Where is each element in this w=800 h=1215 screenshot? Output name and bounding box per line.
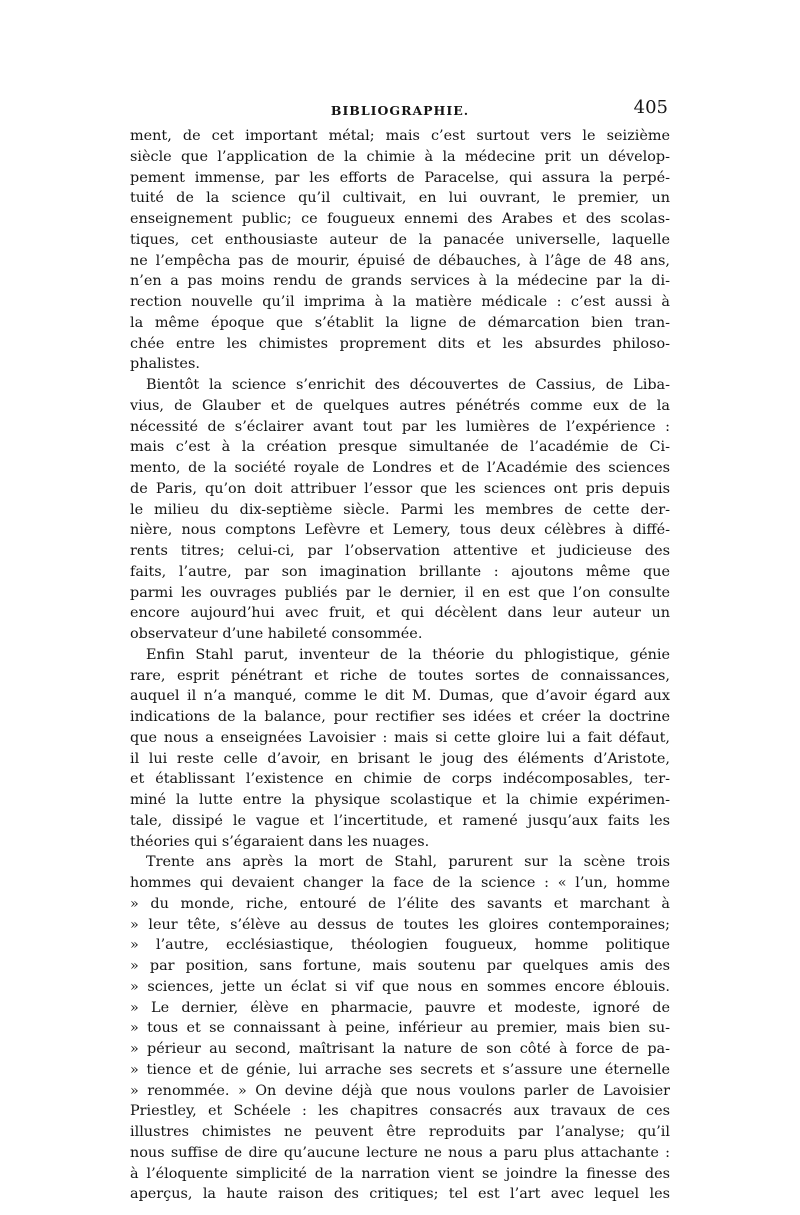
text-line: la même époque que s’établit la ligne de démarcation bien tran- bbox=[130, 314, 670, 331]
text-line: » Le dernier, élève en pharmacie, pauvre et modeste, ignoré de bbox=[130, 999, 670, 1016]
text-line: » tous et se connaissant à peine, inférieur au premier, mais bien su- bbox=[130, 1020, 670, 1037]
text-line: parmi les ouvrages publiés par le dernier, il en est que l’on consulte bbox=[130, 584, 670, 601]
text-line: faits, l’autre, par son imagination brillante : ajoutons même que bbox=[130, 563, 670, 580]
text-line: tale, dissipé le vague et l’incertitude, et ramené jusqu’aux faits les bbox=[130, 812, 670, 829]
text-line: indications de la balance, pour rectifier ses idées et créer la doctrine bbox=[130, 709, 670, 725]
text-line: aperçus, la haute raison des critiques; tel est l’art avec lequel les bbox=[130, 1186, 670, 1203]
text-line: pement immense, par les efforts de Paracelse, qui assura la perpé- bbox=[130, 169, 670, 186]
text-line: auquel il n’a manqué, comme le dit M. Dumas, que d’avoir égard aux bbox=[130, 688, 670, 705]
text-line: » leur tête, s’élève au dessus de toutes les gloires contemporaines; bbox=[130, 916, 670, 933]
text-line: chée entre les chimistes proprement dits et les absurdes philoso- bbox=[130, 335, 670, 352]
text-line: nière, nous comptons Lefèvre et Lemery, tous deux célèbres à diffé- bbox=[130, 522, 670, 539]
text-line: illustres chimistes ne peuvent être reproduits par l’analyse; qu’il bbox=[130, 1124, 670, 1140]
page-number: 405 bbox=[633, 97, 668, 118]
text-line: encore aujourd’hui avec fruit, et qui décèlent dans leur auteur un bbox=[130, 605, 670, 622]
text-line: nécessité de s’éclairer avant tout par les lumières de l’expérience : bbox=[130, 418, 670, 435]
text-line: vius, de Glauber et de quelques autres pénétrés comme eux de la bbox=[130, 397, 670, 414]
text-line: » par position, sans fortune, mais soutenu par quelques amis des bbox=[130, 958, 670, 974]
text-line: observateur d’une habileté consommée. bbox=[130, 626, 423, 642]
book-page bbox=[130, 97, 670, 1205]
text-line: de Paris, qu’on doit attribuer l’essor que les sciences ont pris depuis bbox=[130, 480, 670, 497]
text-line: mento, de la société royale de Londres et de l’Académie des sciences bbox=[130, 460, 670, 476]
text-line: ne l’empêcha pas de mourir, épuisé de débauches, à l’âge de 48 ans, bbox=[130, 252, 670, 269]
text-line: le milieu du dix-septième siècle. Parmi les membres de cette der- bbox=[130, 501, 670, 518]
text-line: il lui reste celle d’avoir, en brisant le joug des éléments d’Aristote, bbox=[130, 750, 670, 767]
text-line: mais c’est à la création presque simultanée de l’académie de Ci- bbox=[130, 439, 670, 456]
text-line: rare, esprit pénétrant et riche de toutes sortes de connaissances, bbox=[130, 667, 670, 684]
text-line: théories qui s’égaraient dans les nuages. bbox=[130, 833, 430, 850]
text-line: enseignement public; ce fougueux ennemi des Arabes et des scolas- bbox=[130, 211, 670, 227]
text-line: tuité de la science qu’il cultivait, en lui ouvrant, le premier, un bbox=[130, 190, 670, 207]
text-line: Enfin Stahl parut, inventeur de la théorie du phlogistique, génie bbox=[146, 646, 670, 663]
text-line: nous suffise de dire qu’aucune lecture ne nous a paru plus attachante : bbox=[130, 1144, 670, 1161]
text-line: hommes qui devaient changer la face de la science : « l’un, homme bbox=[130, 875, 670, 891]
text-line: siècle que l’application de la chimie à la médecine prit un dévelop- bbox=[130, 148, 670, 165]
text-line: miné la lutte entre la physique scolastique et la chimie expérimen- bbox=[130, 792, 670, 808]
text-line: rents titres; celui-ci, par l’observation attentive et judicieuse des bbox=[130, 543, 670, 559]
text-line: » du monde, riche, entouré de l’élite des savants et marchant à bbox=[130, 895, 670, 912]
text-line: rection nouvelle qu’il imprima à la matière médicale : c’est aussi à bbox=[130, 294, 670, 310]
text-line: » sciences, jette un éclat si vif que nous en sommes encore éblouis. bbox=[130, 978, 670, 995]
text-line: et établissant l’existence en chimie de corps indécomposables, ter- bbox=[130, 771, 670, 788]
text-line: » périeur au second, maîtrisant la nature de son côté à force de pa- bbox=[130, 1041, 670, 1057]
text-line: tiques, cet enthousiaste auteur de la panacée universelle, laquelle bbox=[130, 231, 670, 248]
running-head: BIBLIOGRAPHIE. bbox=[330, 103, 470, 118]
text-line: n’en a pas moins rendu de grands services à la médecine par la di- bbox=[130, 273, 670, 290]
body-text bbox=[130, 126, 670, 1205]
text-line: Bientôt la science s’enrichit des découvertes de Cassius, de Liba- bbox=[146, 377, 670, 393]
text-line: phalistes. bbox=[130, 356, 200, 373]
text-line: que nous a enseignées Lavoisier : mais si cette gloire lui a fait défaut, bbox=[130, 729, 670, 746]
text-line: » l’autre, ecclésiastique, théologien fougueux, homme politique bbox=[130, 937, 670, 954]
text-line: ment, de cet important métal; mais c’est surtout vers le seizième bbox=[130, 128, 670, 144]
text-line: à l’éloquente simplicité de la narration vient se joindre la finesse des bbox=[130, 1165, 670, 1182]
text-line: Priestley, et Schéele : les chapitres consacrés aux travaux de ces bbox=[130, 1103, 670, 1120]
text-line: Trente ans après la mort de Stahl, parurent sur la scène trois bbox=[146, 854, 670, 871]
page-header bbox=[130, 97, 670, 123]
text-line: » tience et de génie, lui arrache ses secrets et s’assure une éternelle bbox=[130, 1061, 670, 1078]
text-line: » renommée. » On devine déjà que nous voulons parler de Lavoisier bbox=[130, 1082, 670, 1099]
